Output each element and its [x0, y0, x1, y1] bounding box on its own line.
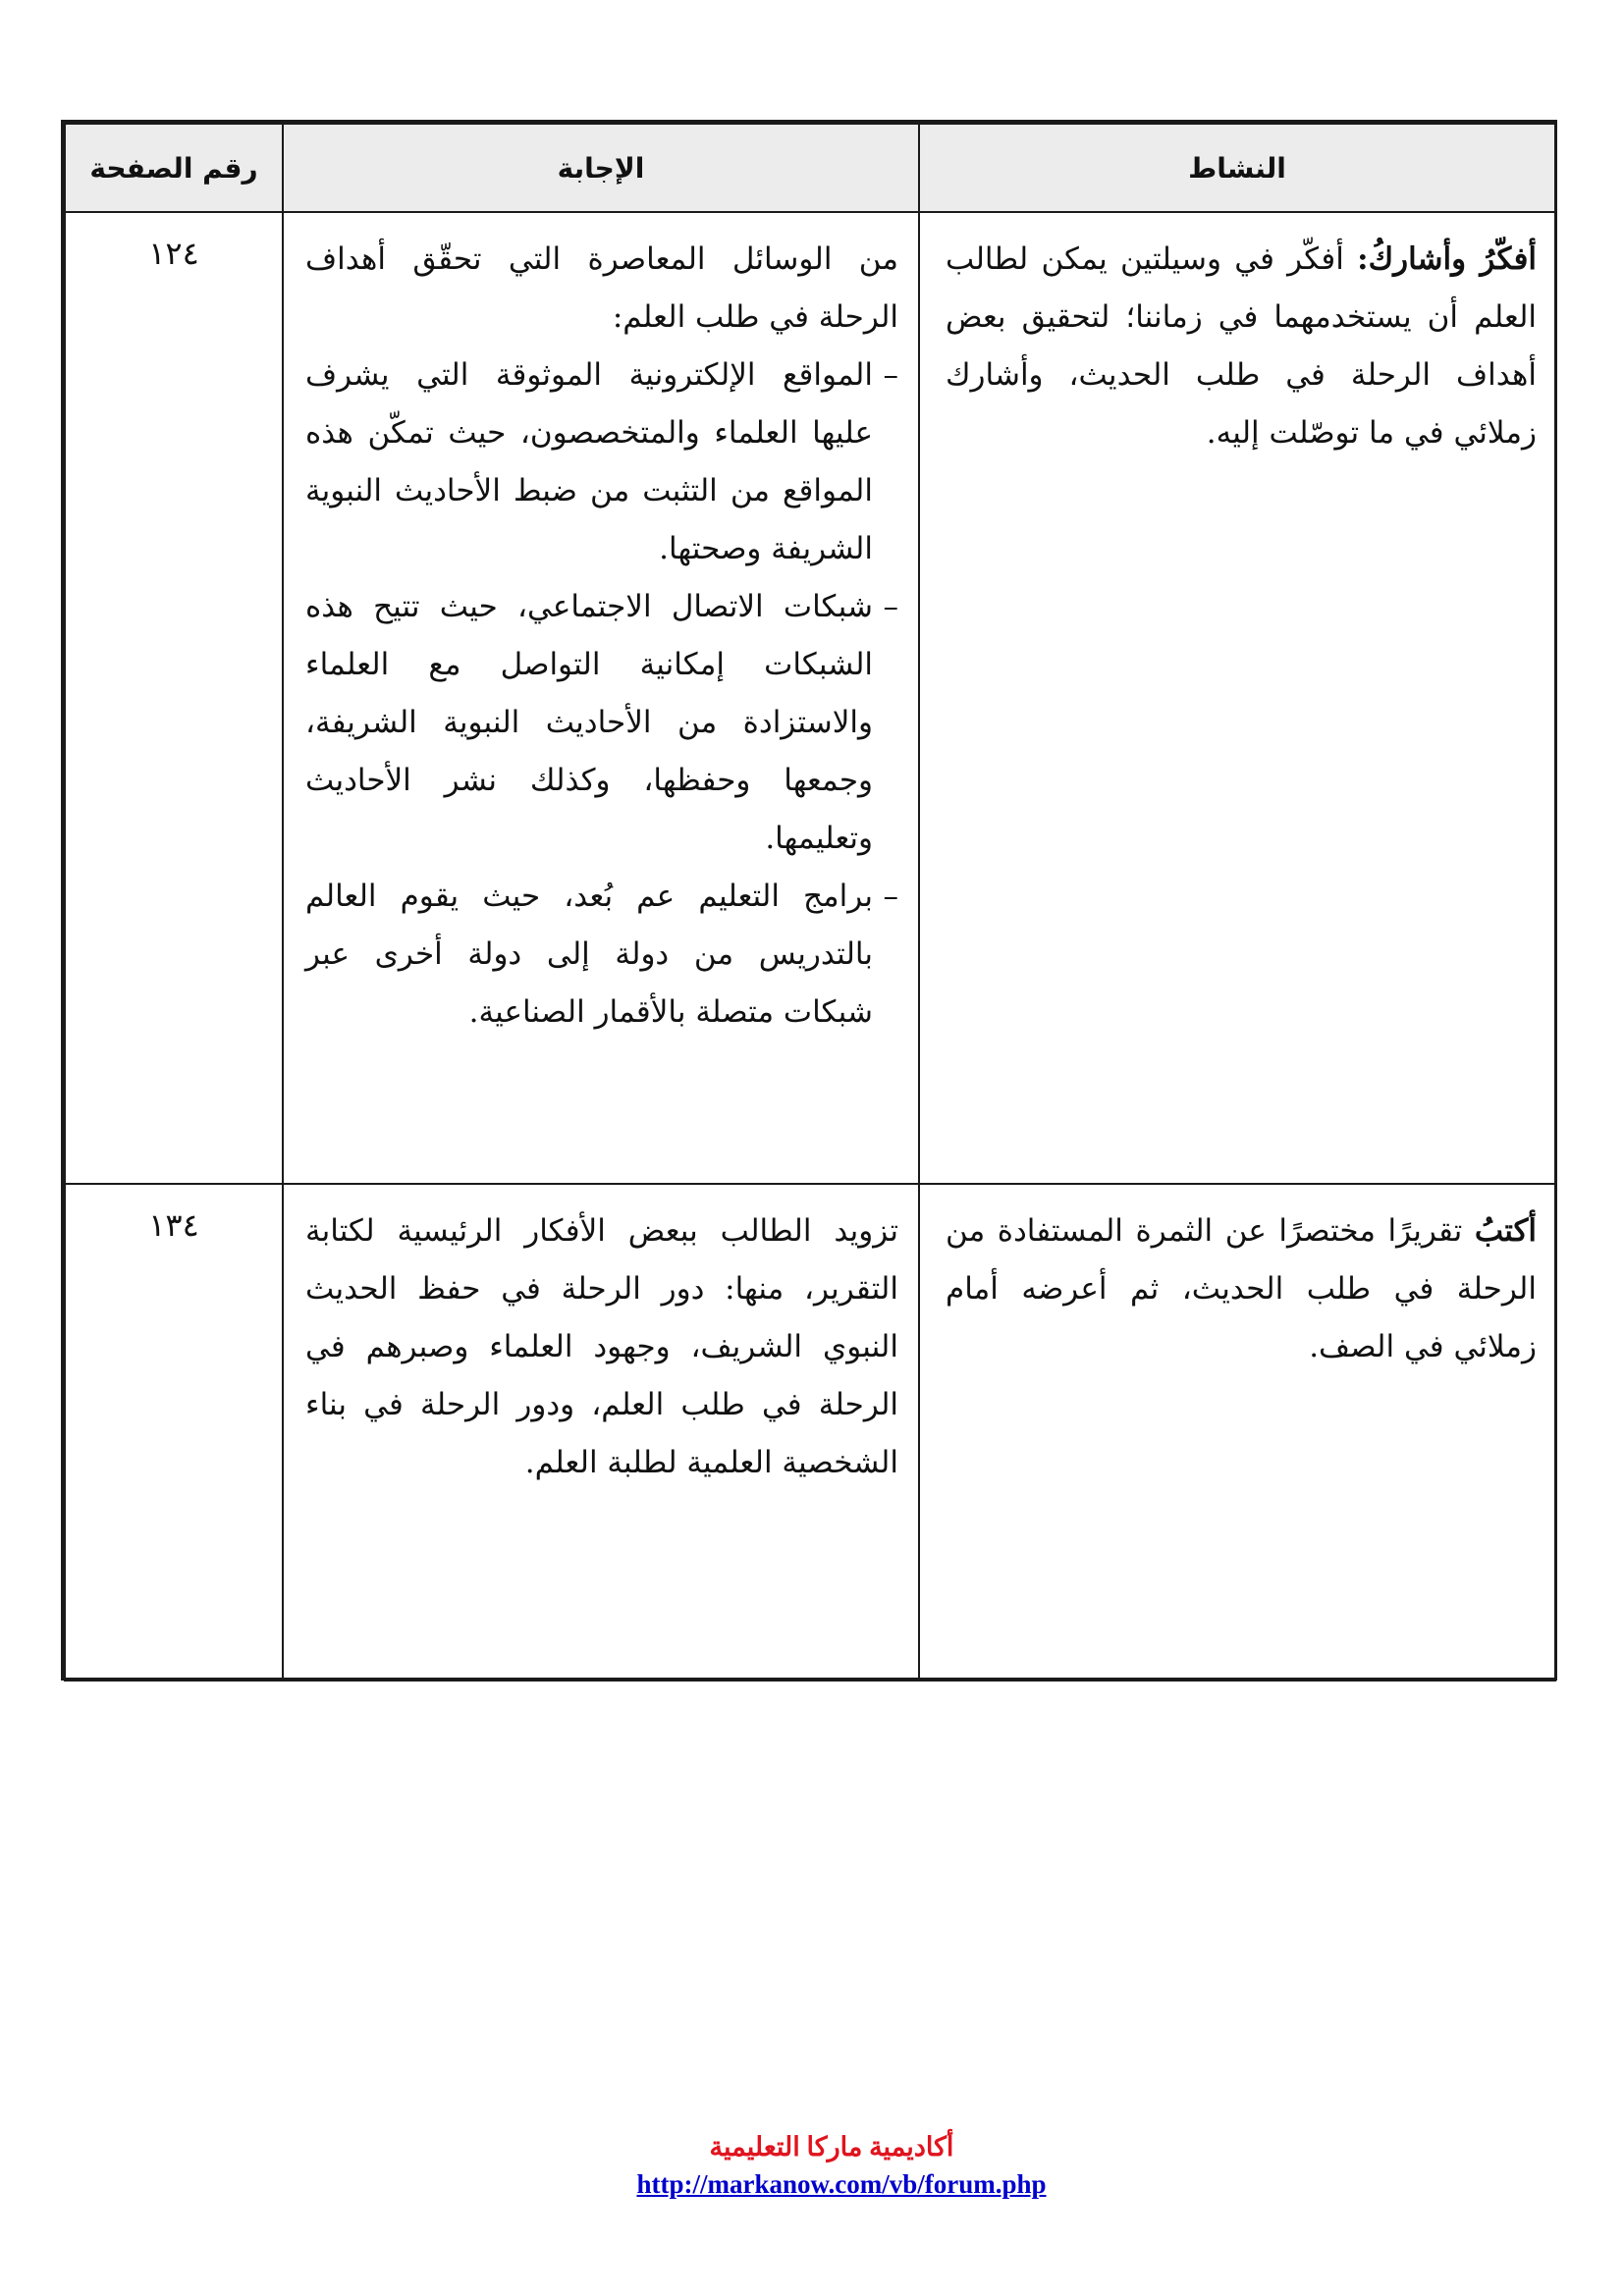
activity-keyword: أكتبُ — [1474, 1213, 1537, 1249]
table-row — [65, 212, 1555, 1184]
answer-cell — [283, 212, 919, 1184]
bullet-dash: – — [883, 357, 898, 393]
footer-link[interactable]: http://markanow.com/vb/forum.php — [636, 2169, 1047, 2199]
bullet-text: برامج التعليم عم بُعد، حيث يقوم العالم بالتدريس من دولة إلى دولة أخرى عبر شبكات متصلة بالأقمار الصناعية. — [305, 879, 873, 1030]
activity-text: تقريرًا مختصرًا عن الثمرة المستفادة من الرحلة في طلب الحديث، ثم أعرضه أمام زملائي في الصف. — [946, 1213, 1537, 1364]
table-header-row — [65, 124, 1555, 212]
bullet-dash: – — [883, 879, 898, 914]
header-answer: الإجابة — [283, 124, 919, 212]
list-item — [305, 347, 898, 578]
footer-title: أكاديمية ماركا التعليمية — [709, 2132, 954, 2162]
answer-bullet-list — [305, 347, 898, 1041]
activity-text-block — [946, 1202, 1537, 1376]
header-page-number: رقم الصفحة — [65, 124, 283, 212]
answer-text: تزويد الطالب ببعض الأفكار الرئيسية لكتابة التقرير، منها: دور الرحلة في حفظ الحديث النبوي الشريف، وجهود العلماء وصبرهم في الرحلة في طلب العلم، ودور الرحلة في بناء الشخصية العلمية لطلبة العلم. — [305, 1213, 898, 1480]
list-item — [305, 578, 898, 868]
bullet-text: المواقع الإلكترونية الموثوقة التي يشرف عليها العلماء والمتخصصون، حيث تمكّن هذه المواقع من التثبت من ضبط الأحاديث النبوية الشريفة وصحتها. — [305, 357, 873, 566]
table-row — [65, 1184, 1555, 1681]
activity-answer-table — [61, 120, 1557, 1681]
page-footer — [0, 2128, 1624, 2203]
header-activity: النشاط — [919, 124, 1555, 212]
activity-cell — [919, 212, 1555, 1184]
answers-table — [64, 123, 1556, 1682]
page-number-cell: ١٢٤ — [65, 212, 283, 1184]
page-number-cell: ١٣٤ — [65, 1184, 283, 1681]
activity-text: أفكّر في وسيلتين يمكن لطالب العلم أن يستخدمهما في زماننا؛ لتحقيق بعض أهداف الرحلة في طلب الحديث، وأشارك زملائي في ما توصّلت إليه. — [946, 241, 1537, 451]
bullet-dash: – — [883, 589, 898, 624]
answer-text-block — [305, 231, 898, 1041]
answer-intro: من الوسائل المعاصرة التي تحقّق أهداف الرحلة في طلب العلم: — [305, 241, 898, 335]
activity-keyword: أفكّرُ وأشاركُ: — [1357, 241, 1537, 277]
list-item — [305, 868, 898, 1041]
activity-text-block — [946, 231, 1537, 462]
answer-cell — [283, 1184, 919, 1681]
bullet-text: شبكات الاتصال الاجتماعي، حيث تتيح هذه الشبكات إمكانية التواصل مع العلماء والاستزادة من الأحاديث النبوية الشريفة، وجمعها وحفظها، وكذلك نشر الأحاديث وتعليمها. — [305, 589, 873, 856]
activity-cell — [919, 1184, 1555, 1681]
